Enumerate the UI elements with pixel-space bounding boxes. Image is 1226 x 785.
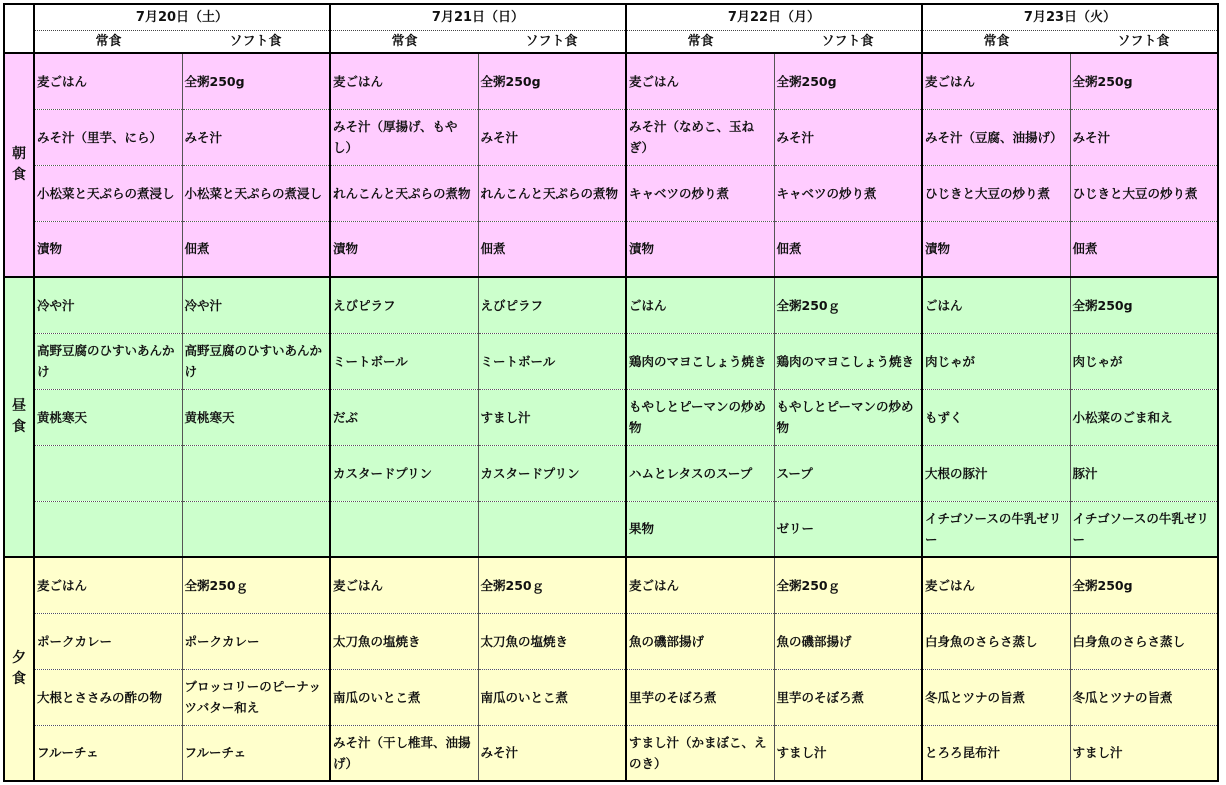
regular-menu-item: 魚の磯部揚げ (626, 613, 774, 669)
regular-menu-item: 漬物 (922, 221, 1070, 277)
soft-diet-header: ソフト食 (478, 31, 626, 54)
soft-menu-item: ひじきと大豆の炒り煮 (1070, 165, 1218, 221)
regular-menu-item: フルーチェ (34, 725, 182, 781)
soft-menu-item: 黄桃寒天 (182, 389, 330, 445)
soft-menu-item (182, 445, 330, 501)
soft-diet-header: ソフト食 (1070, 31, 1218, 54)
regular-menu-item (330, 501, 478, 557)
regular-menu-item: みそ汁（なめこ、玉ねぎ） (626, 109, 774, 165)
soft-menu-item (182, 501, 330, 557)
soft-menu-item: 太刀魚の塩焼き (478, 613, 626, 669)
lunch-row (4, 333, 1218, 389)
regular-menu-item: 肉じゃが (922, 333, 1070, 389)
regular-menu-item: カスタードプリン (330, 445, 478, 501)
diet-type-header-row (4, 31, 1218, 54)
regular-menu-item: 麦ごはん (330, 557, 478, 613)
date-header: 7月22日（月） (626, 4, 922, 31)
soft-menu-item: フルーチェ (182, 725, 330, 781)
date-header: 7月21日（日） (330, 4, 626, 31)
soft-menu-item: 佃煮 (478, 221, 626, 277)
soft-menu-item: みそ汁 (478, 109, 626, 165)
regular-menu-item: キャベツの炒り煮 (626, 165, 774, 221)
dinner-label: 夕 食 (4, 557, 34, 781)
soft-menu-item: 全粥250g (478, 53, 626, 109)
soft-menu-item: 全粥250g (1070, 53, 1218, 109)
soft-menu-item: 肉じゃが (1070, 333, 1218, 389)
regular-menu-item: とろろ昆布汁 (922, 725, 1070, 781)
soft-menu-item: ミートボール (478, 333, 626, 389)
soft-menu-item: 小松菜と天ぷらの煮浸し (182, 165, 330, 221)
regular-menu-item: 漬物 (34, 221, 182, 277)
soft-menu-item (478, 501, 626, 557)
soft-menu-item: 鶏肉のマヨこしょう焼き (774, 333, 922, 389)
soft-menu-item: みそ汁 (774, 109, 922, 165)
soft-menu-item: ブロッコリーのピーナッツバター和え (182, 669, 330, 725)
menu-body (4, 53, 1218, 781)
soft-menu-item: えびピラフ (478, 277, 626, 333)
regular-menu-item (34, 501, 182, 557)
soft-menu-item: ポークカレー (182, 613, 330, 669)
regular-diet-header: 常食 (34, 31, 182, 54)
regular-menu-item: えびピラフ (330, 277, 478, 333)
breakfast-row (4, 165, 1218, 221)
regular-menu-item: 黄桃寒天 (34, 389, 182, 445)
regular-menu-item: れんこんと天ぷらの煮物 (330, 165, 478, 221)
soft-menu-item: 魚の磯部揚げ (774, 613, 922, 669)
regular-menu-item: 高野豆腐のひすいあんかけ (34, 333, 182, 389)
soft-menu-item: 全粥250ｇ (774, 557, 922, 613)
soft-menu-item: キャベツの炒り煮 (774, 165, 922, 221)
regular-menu-item: 白身魚のさらさ蒸し (922, 613, 1070, 669)
breakfast-row (4, 53, 1218, 109)
regular-menu-item: 里芋のそぼろ煮 (626, 669, 774, 725)
regular-menu-item: 麦ごはん (922, 557, 1070, 613)
dinner-row (4, 613, 1218, 669)
soft-diet-header: ソフト食 (774, 31, 922, 54)
regular-menu-item: 大根の豚汁 (922, 445, 1070, 501)
lunch-row (4, 445, 1218, 501)
soft-menu-item: みそ汁 (1070, 109, 1218, 165)
soft-menu-item: すまし汁 (774, 725, 922, 781)
soft-menu-item: 全粥250g (1070, 557, 1218, 613)
regular-menu-item: 麦ごはん (626, 53, 774, 109)
soft-menu-item: 佃煮 (182, 221, 330, 277)
soft-menu-item: 白身魚のさらさ蒸し (1070, 613, 1218, 669)
soft-menu-item: すまし汁 (478, 389, 626, 445)
regular-menu-item: 果物 (626, 501, 774, 557)
dinner-row (4, 725, 1218, 781)
dinner-row (4, 557, 1218, 613)
lunch-label: 昼 食 (4, 277, 34, 557)
soft-menu-item: 南瓜のいとこ煮 (478, 669, 626, 725)
regular-menu-item: 麦ごはん (626, 557, 774, 613)
regular-menu-item: みそ汁（厚揚げ、もやし） (330, 109, 478, 165)
soft-menu-item: 全粥250g (182, 53, 330, 109)
breakfast-row (4, 109, 1218, 165)
lunch-row (4, 277, 1218, 333)
regular-menu-item: もずく (922, 389, 1070, 445)
regular-menu-item: 鶏肉のマヨこしょう焼き (626, 333, 774, 389)
regular-menu-item (34, 445, 182, 501)
regular-menu-item: 漬物 (626, 221, 774, 277)
regular-menu-item: 小松菜と天ぷらの煮浸し (34, 165, 182, 221)
regular-menu-item: みそ汁（里芋、にら） (34, 109, 182, 165)
corner-cell (4, 4, 34, 53)
regular-menu-item: もやしとピーマンの炒め物 (626, 389, 774, 445)
lunch-row (4, 389, 1218, 445)
soft-menu-item: 里芋のそぼろ煮 (774, 669, 922, 725)
regular-menu-item: 冬瓜とツナの旨煮 (922, 669, 1070, 725)
regular-menu-item: 麦ごはん (922, 53, 1070, 109)
soft-menu-item: 高野豆腐のひすいあんかけ (182, 333, 330, 389)
soft-menu-item: 冬瓜とツナの旨煮 (1070, 669, 1218, 725)
meal-menu-table (3, 3, 1219, 782)
regular-diet-header: 常食 (626, 31, 774, 54)
regular-menu-item: ごはん (922, 277, 1070, 333)
soft-menu-item: 小松菜のごま和え (1070, 389, 1218, 445)
date-header: 7月23日（火） (922, 4, 1218, 31)
date-header-row (4, 4, 1218, 31)
regular-menu-item: みそ汁（豆腐、油揚げ） (922, 109, 1070, 165)
regular-menu-item: 麦ごはん (330, 53, 478, 109)
soft-menu-item: カスタードプリン (478, 445, 626, 501)
soft-menu-item: スープ (774, 445, 922, 501)
soft-menu-item: ゼリー (774, 501, 922, 557)
regular-diet-header: 常食 (330, 31, 478, 54)
soft-menu-item: 全粥250ｇ (182, 557, 330, 613)
regular-menu-item: だぶ (330, 389, 478, 445)
regular-menu-item: 大根とささみの酢の物 (34, 669, 182, 725)
regular-menu-item: みそ汁（干し椎茸、油揚げ） (330, 725, 478, 781)
soft-menu-item: 全粥250g (1070, 277, 1218, 333)
breakfast-label: 朝 食 (4, 53, 34, 277)
regular-menu-item: ミートボール (330, 333, 478, 389)
soft-menu-item: 全粥250ｇ (774, 277, 922, 333)
soft-menu-item: すまし汁 (1070, 725, 1218, 781)
soft-menu-item: れんこんと天ぷらの煮物 (478, 165, 626, 221)
soft-menu-item: 冷や汁 (182, 277, 330, 333)
regular-menu-item: 冷や汁 (34, 277, 182, 333)
regular-menu-item: 麦ごはん (34, 53, 182, 109)
soft-menu-item: みそ汁 (478, 725, 626, 781)
regular-menu-item: ごはん (626, 277, 774, 333)
regular-menu-item: すまし汁（かまぼこ、えのき） (626, 725, 774, 781)
soft-menu-item: 佃煮 (1070, 221, 1218, 277)
dinner-row (4, 669, 1218, 725)
regular-diet-header: 常食 (922, 31, 1070, 54)
soft-menu-item: 全粥250ｇ (478, 557, 626, 613)
breakfast-row (4, 221, 1218, 277)
date-header: 7月20日（土） (34, 4, 330, 31)
soft-diet-header: ソフト食 (182, 31, 330, 54)
soft-menu-item: みそ汁 (182, 109, 330, 165)
soft-menu-item: 全粥250g (774, 53, 922, 109)
soft-menu-item: イチゴソースの牛乳ゼリー (1070, 501, 1218, 557)
regular-menu-item: 南瓜のいとこ煮 (330, 669, 478, 725)
regular-menu-item: ハムとレタスのスープ (626, 445, 774, 501)
regular-menu-item: 漬物 (330, 221, 478, 277)
regular-menu-item: イチゴソースの牛乳ゼリー (922, 501, 1070, 557)
soft-menu-item: 豚汁 (1070, 445, 1218, 501)
soft-menu-item: もやしとピーマンの炒め物 (774, 389, 922, 445)
regular-menu-item: 太刀魚の塩焼き (330, 613, 478, 669)
regular-menu-item: ポークカレー (34, 613, 182, 669)
soft-menu-item: 佃煮 (774, 221, 922, 277)
lunch-row (4, 501, 1218, 557)
regular-menu-item: 麦ごはん (34, 557, 182, 613)
regular-menu-item: ひじきと大豆の炒り煮 (922, 165, 1070, 221)
